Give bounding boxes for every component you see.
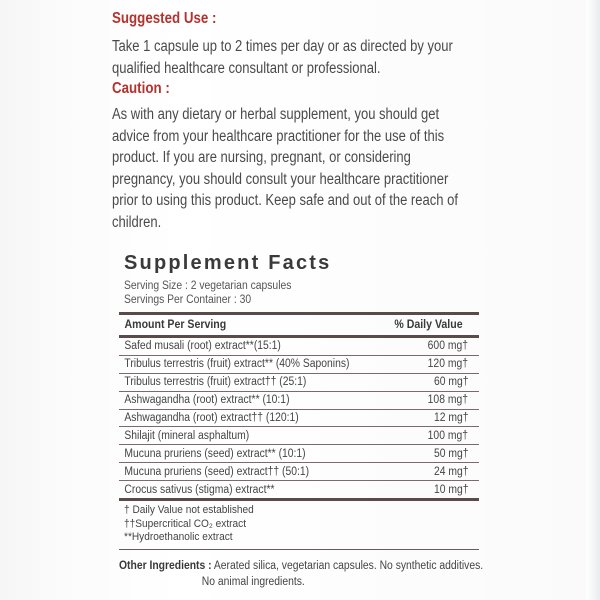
- ingredient-name: Crocus sativus (stigma) extract**: [124, 483, 275, 496]
- other-ingredients-label: Other Ingredients :: [119, 560, 212, 572]
- ingredient-amount: 60 mg†: [433, 376, 469, 389]
- serving-size: Serving Size : 2 vegetarian capsules: [124, 280, 292, 292]
- footnotes: [124, 504, 254, 545]
- divider: [119, 549, 479, 550]
- ingredient-amount: 100 mg†: [427, 429, 469, 442]
- ingredient-name: Mucuna pruriens (seed) extract** (10:1): [124, 447, 306, 460]
- ingredient-name: Ashwagandha (root) extract†† (120:1): [124, 412, 299, 424]
- ingredient-name: Tribulus terrestris (fruit) extract†† (25:1): [124, 376, 307, 389]
- text-line: advice from your healthcare practitioner for the use of this: [112, 127, 445, 145]
- caution-text: [112, 104, 458, 233]
- table-row: [119, 463, 479, 481]
- text-line: Take 1 capsule up to 2 times per day or as directed by your: [112, 38, 453, 55]
- table-header: [119, 315, 479, 338]
- amount-per-serving-header: Amount Per Serving: [124, 319, 227, 331]
- daily-value-header: % Daily Value: [394, 319, 463, 331]
- table-row: [119, 338, 479, 356]
- table-row: [119, 356, 479, 374]
- text-line: As with any dietary or herbal supplement, you should get: [112, 106, 440, 123]
- other-ingredients-line-2: No animal ingredients.: [201, 576, 305, 588]
- ingredient-name: Safed musali (root) extract**(15:1): [124, 340, 281, 353]
- table-row: [119, 481, 479, 501]
- text-line: product. If you are nursing, pregnant, or considering: [112, 149, 411, 166]
- ingredient-name: Shilajit (mineral asphaltum): [124, 429, 250, 442]
- other-ingredients-line: [119, 558, 483, 574]
- text-line: pregnancy, you should consult your healthcare practitioner: [112, 170, 449, 188]
- text-line: children.: [112, 213, 162, 231]
- other-ingredients: [119, 558, 483, 590]
- table-row: [119, 410, 479, 428]
- servings-per-container: Servings Per Container : 30: [124, 294, 252, 306]
- table-row: [119, 374, 479, 392]
- table-row: [119, 427, 479, 445]
- supplement-facts-table: [119, 312, 479, 501]
- ingredient-name: Tribulus terrestris (fruit) extract** (40% Saponins): [124, 358, 350, 371]
- ingredient-amount: 10 mg†: [433, 483, 469, 496]
- ingredient-amount: 108 mg†: [427, 394, 469, 407]
- ingredient-amount: 50 mg†: [433, 447, 469, 460]
- footnote-hydroethanolic: **Hydroethanolic extract: [124, 531, 233, 543]
- ingredient-amount: 12 mg†: [433, 412, 469, 424]
- table-row: [119, 445, 479, 463]
- footnote-daily-value: † Daily Value not established: [124, 504, 254, 516]
- suggested-use-text: [112, 36, 453, 79]
- text-line: qualified healthcare consultant or professional.: [112, 59, 381, 77]
- ingredient-amount: 120 mg†: [427, 358, 469, 371]
- suggested-use-heading: Suggested Use :: [112, 10, 217, 27]
- footnote-supercritical: ††Supercritical CO₂ extract: [124, 517, 247, 530]
- ingredient-amount: 600 mg†: [427, 340, 469, 353]
- ingredient-amount: 24 mg†: [433, 465, 469, 478]
- table-row: [119, 392, 479, 410]
- ingredient-name: Mucuna pruriens (seed) extract†† (50:1): [124, 465, 310, 478]
- supplement-facts-title: Supplement Facts: [124, 252, 332, 274]
- ingredient-name: Ashwagandha (root) extract** (10:1): [124, 394, 290, 407]
- bottle-edge-shadow: [586, 0, 600, 600]
- caution-heading: Caution :: [112, 80, 170, 97]
- other-ingredients-text: Aerated silica, vegetarian capsules. No synthetic additives.: [211, 560, 484, 572]
- text-line: prior to using this product. Keep safe and out of the reach of: [112, 192, 458, 209]
